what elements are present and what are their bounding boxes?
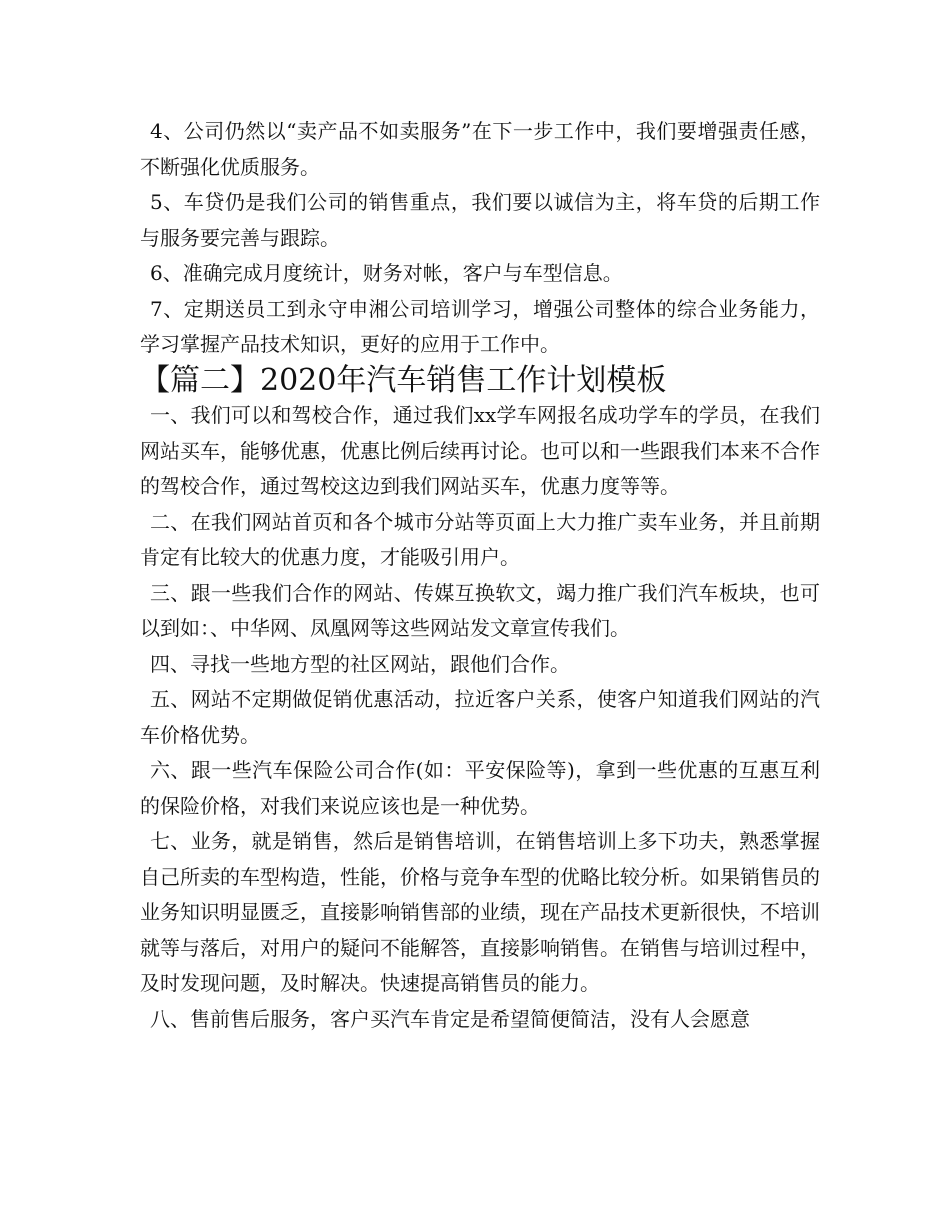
paragraph-point-7: 七、业务，就是销售，然后是销售培训，在销售培训上多下功夫，熟悉掌握自己所卖的车型构造，性能，价格与竞争车型的优略比较分析。如果销售员的业务知识明显匮乏，直接影响销售部的业绩，现在产品技术更新很快，不培训就等与落后，对用户的疑问不能解答，直接影响销售。在销售与培训过程中，及时发现问题，及时解决。快速提高销售员的能力。 bbox=[140, 829, 820, 995]
paragraph-item-7: 7、定期送员工到永守申湘公司培训学习，增强公司整体的综合业务能力，学习掌握产品技术知识，更好的应用于工作中。 bbox=[140, 296, 820, 356]
paragraph-item-4: 4、公司仍然以“卖产品不如卖服务”在下一步工作中，我们要增强责任感，不断强化优质服务。 bbox=[140, 119, 820, 179]
paragraph-point-6: 六、跟一些汽车保险公司合作(如：平安保险等)，拿到一些优惠的互惠互利的保险价格，对我们来说应该也是一种优势。 bbox=[140, 758, 820, 818]
paragraph-point-3: 三、跟一些我们合作的网站、传媒互换软文，竭力推广我们汽车板块，也可以到如：、中华网、凤凰网等这些网站发文章宣传我们。 bbox=[140, 580, 820, 640]
section-heading: 【篇二】2020年汽车销售工作计划模板 bbox=[140, 362, 667, 398]
paragraph-point-1: 一、我们可以和驾校合作，通过我们xx学车网报名成功学车的学员，在我们网站买车，能够优惠，优惠比例后续再讨论。也可以和一些跟我们本来不合作的驾校合作，通过驾校这边到我们网站买车，优惠力度等等。 bbox=[140, 403, 820, 498]
paragraph-point-5: 五、网站不定期做促销优惠活动，拉近客户关系，使客户知道我们网站的汽车价格优势。 bbox=[140, 687, 820, 747]
paragraph-point-4: 四、寻找一些地方型的社区网站，跟他们合作。 bbox=[150, 651, 570, 676]
paragraph-item-6: 6、准确完成月度统计，财务对帐，客户与车型信息。 bbox=[150, 261, 623, 285]
paragraph-point-2: 二、在我们网站首页和各个城市分站等页面上大力推广卖车业务，并且前期肯定有比较大的优惠力度，才能吸引用户。 bbox=[140, 509, 820, 569]
paragraph-point-8: 八、售前售后服务，客户买汽车肯定是希望简便简洁，没有人会愿意 bbox=[150, 1006, 750, 1031]
paragraph-item-5: 5、车贷仍是我们公司的销售重点，我们要以诚信为主，将车贷的后期工作与服务要完善与跟踪。 bbox=[140, 190, 820, 250]
